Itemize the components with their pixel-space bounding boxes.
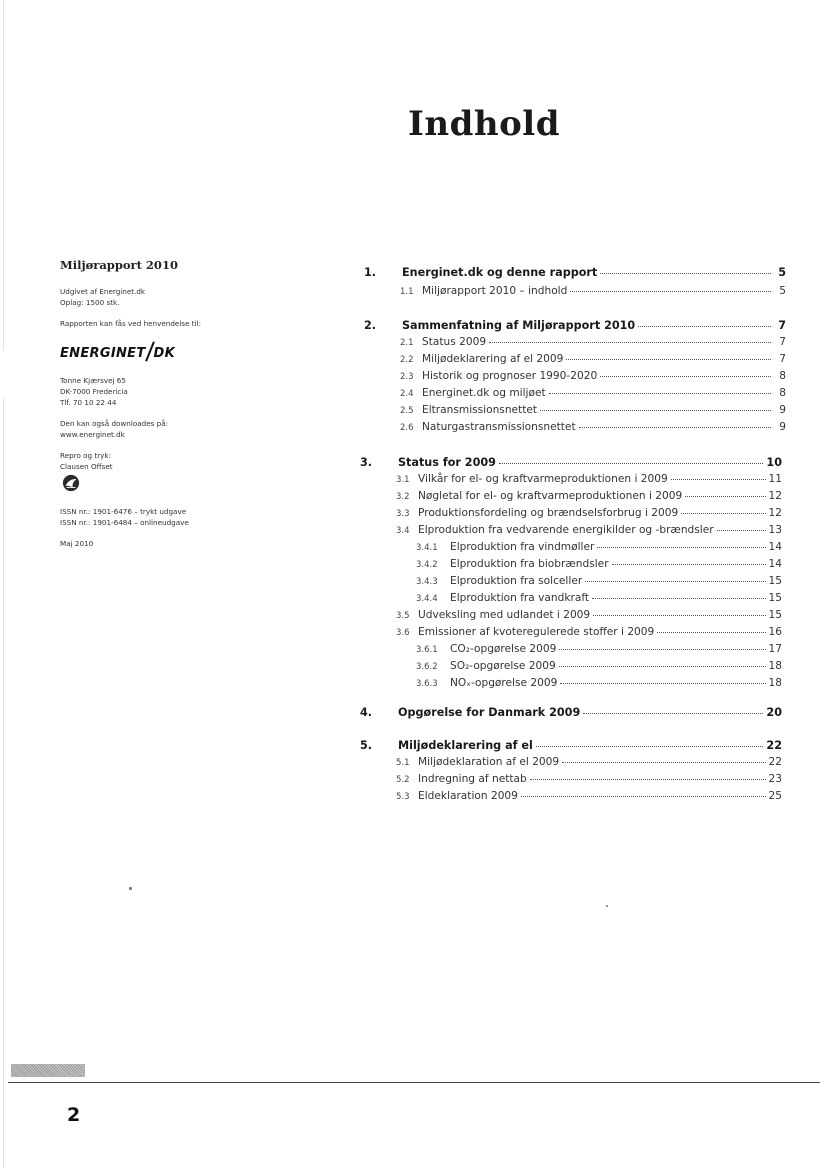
toc-title: Eltransmissionsnettet	[422, 404, 538, 416]
energinet-logo	[60, 341, 250, 361]
toc-number: 3.4.2	[416, 560, 438, 570]
toc-page-number: 18	[768, 660, 782, 672]
toc-leader	[638, 326, 771, 327]
toc-page-number: 20	[766, 706, 782, 719]
toc-number: 3.6.2	[416, 662, 438, 672]
toc-leader	[530, 779, 766, 780]
logo-text-right: DK	[153, 346, 175, 361]
toc-number: 3.4.4	[416, 594, 438, 604]
toc-leader	[600, 273, 771, 274]
toc-leader	[681, 513, 765, 514]
toc-title: Miljødeklaration af el 2009	[418, 756, 560, 768]
toc-number: 5.3	[396, 792, 410, 802]
toc-leader	[536, 746, 764, 747]
toc-page-number: 9	[779, 421, 786, 433]
toc-page-number: 5	[778, 266, 786, 279]
toc-number: 3.6.3	[416, 679, 438, 689]
toc-leader	[560, 683, 765, 684]
toc-entry[interactable]	[416, 575, 782, 587]
toc-title: Opgørelse for Danmark 2009	[398, 706, 581, 719]
colophon-title: Miljørapport 2010	[60, 258, 178, 272]
toc-page-number: 22	[768, 756, 782, 768]
toc-entry[interactable]	[360, 706, 782, 719]
toc-entry[interactable]	[364, 266, 786, 279]
download-line: Den kan også downloades på:	[60, 419, 169, 428]
toc-leader	[540, 410, 771, 411]
page-title: Indhold	[408, 104, 560, 144]
toc-entry[interactable]	[416, 677, 782, 689]
toc-entry[interactable]	[360, 739, 782, 752]
toc-leader	[579, 427, 771, 428]
toc-entry[interactable]	[396, 626, 782, 638]
toc-number: 5.1	[396, 758, 410, 768]
toc-entry[interactable]	[396, 507, 782, 519]
toc-number: 3.6	[396, 628, 410, 638]
issn-print: ISSN nr.: 1901-6476 – trykt udgave	[60, 507, 187, 516]
toc-title: Status 2009	[422, 336, 487, 348]
toc-entry[interactable]	[400, 353, 786, 365]
print-label: Repro og tryk:	[60, 451, 111, 460]
toc-title: Indregning af nettab	[418, 773, 527, 785]
toc-leader	[685, 496, 765, 497]
toc-page-number: 7	[778, 319, 786, 332]
toc-leader	[499, 463, 763, 464]
toc-title: Eldeklaration 2009	[418, 790, 518, 802]
toc-entry[interactable]	[396, 609, 782, 621]
toc-leader	[549, 393, 771, 394]
scan-speck	[606, 905, 608, 907]
address-line-1: Tonne Kjærsvej 65	[60, 376, 126, 385]
toc-number: 3.5	[396, 611, 410, 621]
publisher-line: Udgivet af Energinet.dk	[60, 287, 146, 296]
swan-ecolabel-icon	[62, 474, 80, 492]
toc-title: Elproduktion fra solceller	[450, 575, 583, 587]
toc-title: Energinet.dk og miljøet	[422, 387, 546, 399]
toc-entry[interactable]	[416, 592, 782, 604]
toc-leader	[562, 762, 765, 763]
toc-title: Elproduktion fra biobrændsler	[450, 558, 609, 570]
toc-page-number: 22	[766, 739, 782, 752]
toc-entry[interactable]	[396, 773, 782, 785]
toc-leader	[585, 581, 765, 582]
toc-page-number: 5	[779, 285, 786, 297]
gray-bar	[11, 1064, 85, 1077]
toc-page-number: 7	[779, 336, 786, 348]
toc-number: 2.1	[400, 338, 414, 348]
toc-leader	[583, 713, 763, 714]
toc-page-number: 13	[768, 524, 782, 536]
toc-leader	[593, 615, 765, 616]
toc-number: 3.4.1	[416, 543, 438, 553]
toc-title: Elproduktion fra vindmøller	[450, 541, 595, 553]
toc-title: Vilkår for el- og kraftvarmeproduktionen i 2009	[418, 473, 668, 485]
toc-number: 3.1	[396, 475, 410, 485]
toc-entry[interactable]	[364, 319, 786, 332]
toc-leader	[570, 291, 771, 292]
toc-entry[interactable]	[400, 421, 786, 433]
toc-entry[interactable]	[396, 490, 782, 502]
toc-page-number: 12	[768, 507, 782, 519]
toc-number: 1.	[364, 266, 377, 279]
toc-entry[interactable]	[396, 790, 782, 802]
toc-page-number: 14	[768, 558, 782, 570]
toc-page-number: 17	[768, 643, 782, 655]
page-number: 2	[67, 1104, 81, 1126]
toc-title: SO₂-opgørelse 2009	[450, 660, 556, 672]
toc-page-number: 11	[768, 473, 782, 485]
toc-entry[interactable]	[416, 643, 782, 655]
toc-page-number: 25	[768, 790, 782, 802]
toc-page-number: 23	[768, 773, 782, 785]
toc-title: CO₂-opgørelse 2009	[450, 643, 557, 655]
toc-title: Sammenfatning af Miljørapport 2010	[402, 319, 636, 332]
address-line-2: DK-7000 Fredericia	[60, 387, 128, 396]
printer-name: Clausen Offset	[60, 462, 113, 471]
toc-page-number: 8	[779, 387, 786, 399]
toc-leader	[559, 666, 766, 667]
toc-number: 2.4	[400, 389, 414, 399]
toc-entry[interactable]	[396, 473, 782, 485]
toc-entry[interactable]	[400, 336, 786, 348]
toc-leader	[559, 649, 765, 650]
toc-number: 5.2	[396, 775, 410, 785]
toc-page-number: 16	[768, 626, 782, 638]
toc-entry[interactable]	[416, 660, 782, 672]
scan-edge	[3, 0, 4, 1168]
toc-number: 4.	[360, 706, 373, 719]
toc-leader	[671, 479, 766, 480]
toc-number: 5.	[360, 739, 373, 752]
website-link[interactable]: www.energinet.dk	[60, 430, 125, 439]
phone-line: Tlf. 70 10 22 44	[60, 398, 117, 407]
toc-page-number: 15	[768, 609, 782, 621]
toc-number: 3.3	[396, 509, 410, 519]
toc-page-number: 14	[768, 541, 782, 553]
toc-title: Status for 2009	[398, 456, 496, 469]
toc-entry[interactable]	[396, 756, 782, 768]
toc-leader	[597, 547, 765, 548]
toc-leader	[600, 376, 771, 377]
toc-title: Miljødeklarering af el 2009	[422, 353, 564, 365]
edition-line: Oplag: 1500 stk.	[60, 298, 120, 307]
toc-number: 2.6	[400, 423, 414, 433]
toc-page-number: 18	[768, 677, 782, 689]
toc-title: Miljørapport 2010 – indhold	[422, 285, 568, 297]
toc-number: 3.4	[396, 526, 410, 536]
toc-number: 3.6.1	[416, 645, 438, 655]
toc-title: Miljødeklarering af el	[398, 739, 533, 752]
toc-entry[interactable]	[400, 370, 786, 382]
toc-title: Nøgletal for el- og kraftvarmeproduktionen i 2009	[418, 490, 683, 502]
toc-title: Produktionsfordeling og brændselsforbrug i 2009	[418, 507, 679, 519]
toc-entry[interactable]	[400, 285, 786, 297]
toc-number: 2.3	[400, 372, 414, 382]
toc-title: Emissioner af kvoteregulerede stoffer i 2009	[418, 626, 655, 638]
request-line: Rapporten kan fås ved henvendelse til:	[60, 319, 201, 328]
toc-page-number: 12	[768, 490, 782, 502]
toc-entry[interactable]	[400, 387, 786, 399]
toc-leader	[612, 564, 766, 565]
toc-title: Elproduktion fra vedvarende energikilder og -brændsler	[418, 524, 714, 536]
toc-number: 2.5	[400, 406, 414, 416]
toc-page-number: 9	[779, 404, 786, 416]
toc-entry[interactable]	[416, 541, 782, 553]
toc-title: Naturgastransmissionsnettet	[422, 421, 576, 433]
publication-date: Maj 2010	[60, 539, 94, 548]
toc-leader	[592, 598, 765, 599]
toc-page-number: 15	[768, 592, 782, 604]
toc-entry[interactable]	[416, 558, 782, 570]
issn-online: ISSN nr.: 1901-6484 – onlineudgave	[60, 518, 189, 527]
toc-title: NOₓ-opgørelse 2009	[450, 677, 558, 689]
toc-page-number: 10	[766, 456, 782, 469]
toc-entry[interactable]	[400, 404, 786, 416]
toc-number: 2.2	[400, 355, 414, 365]
toc-number: 3.4.3	[416, 577, 438, 587]
toc-leader	[566, 359, 771, 360]
toc-entry[interactable]	[360, 456, 782, 469]
colophon	[60, 258, 250, 549]
toc-leader	[717, 530, 766, 531]
toc-page-number: 8	[779, 370, 786, 382]
toc-leader	[489, 342, 771, 343]
toc-title: Udveksling med udlandet i 2009	[418, 609, 591, 621]
toc-number: 3.	[360, 456, 373, 469]
logo-text-left: ENERGINET	[60, 346, 146, 361]
toc-leader	[521, 796, 766, 797]
toc-title: Energinet.dk og denne rapport	[402, 266, 598, 279]
toc-title: Elproduktion fra vandkraft	[450, 592, 590, 604]
toc-leader	[657, 632, 765, 633]
toc-number: 2.	[364, 319, 377, 332]
toc-number: 3.2	[396, 492, 410, 502]
footer-rule	[8, 1082, 820, 1083]
scan-speck	[129, 887, 132, 890]
toc-page-number: 15	[768, 575, 782, 587]
toc-number: 1.1	[400, 287, 414, 297]
toc-title: Historik og prognoser 1990-2020	[422, 370, 598, 382]
toc-entry[interactable]	[396, 524, 782, 536]
toc-page-number: 7	[779, 353, 786, 365]
